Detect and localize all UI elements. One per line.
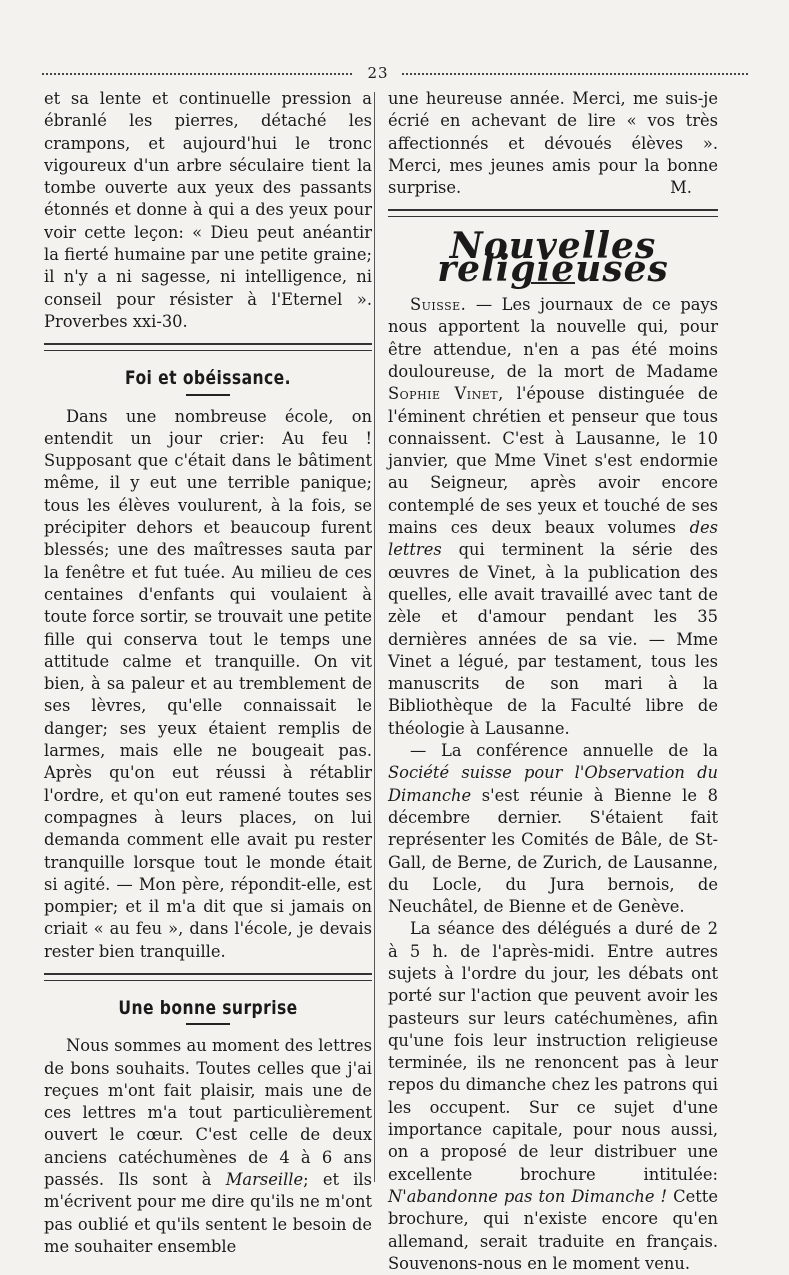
page-number: 23 (367, 64, 389, 82)
news1-text-c: qui terminent la série des œuvres de Vinet, à la publication des quelles, elle avait travaillé avec tant de zèle et d'amour pendant les 35 dernières années de sa vie. — Mme Vinet a légué, par testament, tous les manuscrits de son mari à la Bibliothèque de la Faculté libre de théologie à Lausanne. (388, 540, 718, 738)
surprise-text-b: ; et ils m'écrivent pour me dire qu'ils ne m'ont pas oublié et qu'ils sentent le besoin de me souhaiter ensemble (44, 1170, 372, 1256)
news-paragraph-3 (388, 918, 718, 1275)
left-column (44, 88, 372, 1258)
news1-text-b: , l'épouse distinguée de l'éminent chrétien et penseur que tous connaissent. C'est à Lausanne, le 10 janvier, que Mme Vinet s'est endormie au Seigneur, après avoir encore contemplé de ses yeux et touché de ses mains ces deux beaux volumes (388, 384, 718, 538)
surprise-heading: Une bonne surprise (118, 996, 298, 1019)
surprise-text-a: Nous sommes au moment des lettres de bons souhaits. Toutes celles que j'ai reçues m'ont fait plaisir, mais une de ces lettres m'a tout particulièrement ouvert le cœur. C'est celle de deux anciens catéchumènes de 4 à 6 ans passés. Ils sont à (44, 1036, 372, 1190)
news-paragraph-1 (388, 294, 718, 740)
section-rule (44, 343, 372, 351)
column-divider (374, 92, 375, 1182)
section-rule (44, 973, 372, 981)
intro-paragraph: et sa lente et continuelle pression a ébranlé les pierres, détaché les crampons, et aujourd'hui le tronc vigoureux d'un arbre séculaire tient la tombe ouverte aux yeux des passants étonnés et donne à qui a des yeux pour voir cette leçon: « Dieu peut anéantir la fierté humaine par une petite graine; il n'y a ni sagesse, ni intelligence, ni conseil pour résister à l'Eternel ». Proverbes xxi-30. (44, 89, 372, 331)
news-paragraph-2 (388, 740, 718, 918)
society-name: Société suisse pour l'Observation du Dimanche (388, 763, 718, 805)
continued-paragraph (388, 88, 718, 199)
surprise-paragraph (44, 1035, 372, 1258)
brochure-title: N'abandonne pas ton Dimanche ! (388, 1186, 668, 1206)
header-rule-left (42, 73, 352, 75)
header-rule-right (402, 73, 748, 75)
news1-text-a: — Les journaux de ce pays nous apportent la nouvelle qui, pour être attendue, n'en a pas été moins douloureuse, de la mort de Madame (388, 295, 718, 381)
surprise-city: Marseille (225, 1170, 304, 1190)
foi-heading: Foi et obéissance. (125, 367, 291, 390)
news2-text-a: — La conférence annuelle de la (410, 741, 718, 761)
news2-text-b: s'est réunie à Bienne le 8 décembre dernier. S'étaient fait représenter les Comités de Bâle, de St-Gall, de Berne, de Zurich, de Lausanne, du Locle, du Jura bernois, de Neuchâtel, de Bienne et de Genève. (388, 785, 718, 917)
right-column (388, 88, 718, 1275)
signature: M. (670, 178, 692, 198)
title-dash (186, 1023, 230, 1025)
news3-text-a: La séance des délégués a duré de 2 à 5 h. de l'après-midi. Entre autres sujets à l'ordre du jour, les débats ont porté sur l'action que peuvent avoir les pasteurs sur leurs catéchumènes, afin qu'une fois leur instruction religieuse terminée, ils ne renoncent pas à leur repos du dimanche chez les patrons qui les occupent. Sur ce sujet d'une importance capitale, pour nous aussi, on a proposé de leur distribuer une excellente brochure intitulée: (388, 919, 718, 1184)
continued-text: une heureuse année. Merci, me suis-je écrié en achevant de lire « vos très affectionnés et dévoués élèves ». Merci, mes jeunes amis pour la bonne surprise. (388, 89, 718, 198)
foi-paragraph: Dans une nombreuse école, on entendit un jour crier: Au feu ! Supposant que c'était dans le bâtiment même, il y eut une terrible panique; tous les élèves voulurent, à la fois, se précipiter dehors et beaucoup furent blessés; une des maîtresses sauta par la fenêtre et fut tuée. Au milieu de ces centaines d'enfants qui voulaient à toute force sortir, se trouvait une petite fille qui conserva tout le temps une attitude calme et tranquille. On vit bien, à sa paleur et au tremblement de ses lèvres, qu'elle connaissait le danger; ses yeux étaient remplis de larmes, mais elle ne bougeait pas. Après qu'on eut réussi à rétablir l'ordre, et qu'on eut ramené toutes ses compagnes à leurs places, on lui demanda comment elle avait pu rester tranquille lorsque tout le monde était si agité. — Mon père, répondit-elle, est pompier; et il m'a dit que si jamais on criait « au feu », dans l'école, je devais rester bien tranquille. (44, 406, 372, 961)
section-rule (388, 209, 718, 217)
title-dash (186, 394, 230, 396)
page-header (42, 64, 748, 84)
news3-text-b: Cette brochure, qui n'existe encore qu'en allemand, serait traduite en français. Souvenons-nous en le moment venu. (388, 1186, 718, 1273)
country-label: Suisse. (410, 295, 467, 315)
news1-italic: des lettres (388, 518, 718, 560)
person-name: Sophie Vinet (388, 384, 499, 404)
news-section-title: Nouvelles religieuses (437, 225, 669, 290)
